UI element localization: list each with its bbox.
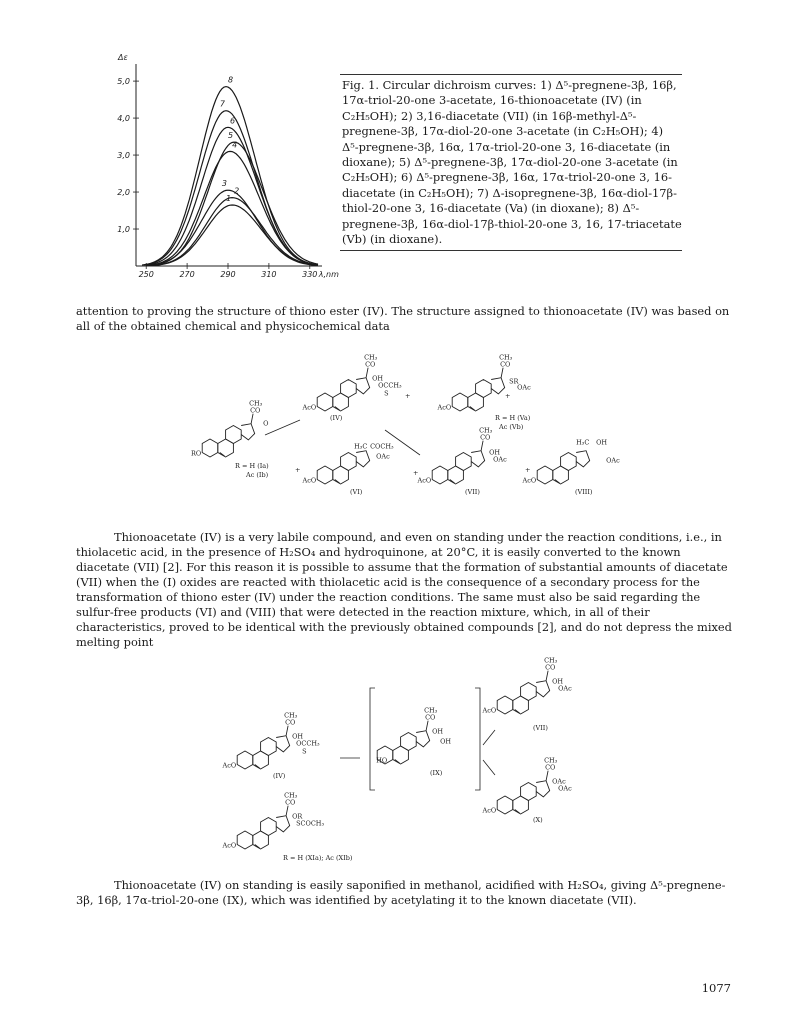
chem-label: CH₃ [544,656,558,665]
chem-label: R = H (Ia) [235,462,269,470]
chem-label: OH [440,737,452,746]
chem-label: (VII) [533,724,548,732]
chem-label: CO [285,798,296,807]
steroid-skeleton [432,451,484,484]
chem-label: (IX) [430,769,443,777]
chem-label: (VIII) [575,488,593,496]
figure-caption: Fig. 1. Circular dichroism curves: 1) Δ⁵-pregnene-3β, 16β, 17α-triol-20-one 3-acetate, 16-thionoacetate (IV) (in C₂H₅OH); 2) 3,16-diacetate (VII) (in 16β-methyl-Δ⁵-pregnene-3β, 17α-diol-20-one 3-acetate (in C₂H₅OH); 4) Δ⁵-pregnene-3β, 16α, 17α-triol-20-one 3, 16-diacetate (in dioxane); 5) Δ⁵-pregnene-3β, 17α-diol-20-one 3-acetate (in C₂H₅OH); 6) Δ⁵-pregnene-3β, 16α, 17α-triol-20-one 3, 16-diacetate (in C₂H₅OH); 7) Δ-isopregnene-3β, 16α-diol-17β-thiol-20-one 3, 16-diacetate (Va) (in dioxane); 8) Δ⁵-pregnene-3β, 16α-diol-17β-thiol-20-one 3, 16, 17-triacetate (Vb) (in dioxane). [340,74,682,251]
y-tick-label: 4,0 [117,114,130,124]
chem-label: (VI) [350,488,363,496]
steroid-skeleton [497,781,549,814]
ring-a [537,466,553,484]
chem-label: HO [376,756,388,765]
chem-label: AcO [482,706,497,715]
ring-a [202,439,218,457]
chem-label: AcO [437,403,452,412]
chem-label: OAc [558,684,572,693]
steroid-skeleton [202,424,254,457]
chem-label: R = H (XIa); Ac (XIb) [283,854,353,862]
ring-d [491,378,505,394]
ring-c [476,380,492,398]
chem-label: AcO [222,761,237,770]
bond [426,721,428,731]
ring-c [341,453,357,471]
curve-label-3: 3 [221,179,227,189]
ring-c [401,733,417,751]
bond [251,414,253,424]
ring-a [497,796,513,814]
chem-label: + [505,392,511,400]
curve-label-7: 7 [219,99,225,109]
ring-d [536,781,550,797]
chem-label: CH₃ [249,399,263,408]
chem-label: CH₃ [424,706,438,715]
chem-label: OAc [517,383,531,392]
chem-label: OR [292,812,303,821]
chem-label: CO [480,433,491,442]
chem-label: CO [545,763,556,772]
ring-d [356,451,370,467]
chem-label: AcO [222,841,237,850]
chem-label: + [295,466,301,474]
curve-label-5: 5 [228,131,234,141]
x-tick-label: 290 [220,270,236,279]
chem-label: OAc [493,455,507,464]
steroid-skeleton [237,816,289,849]
chem-label: OAc [376,452,390,461]
chem-label: (VII) [465,488,480,496]
chem-label: CO [500,360,511,369]
ring-c [261,738,277,756]
chem-label: OAc [558,784,572,793]
curve-label-2: 2 [234,186,240,196]
x-axis-label: λ,nm [318,270,339,279]
chem-label: + [525,466,531,474]
ring-d [241,424,255,440]
steroid-skeleton [497,681,549,714]
chem-label: (IV) [273,772,286,780]
chem-label: S [302,747,307,756]
chem-label: CO [250,406,261,415]
ring-d [276,736,290,752]
paragraph-3: Thionoacetate (IV) on standing is easily saponified in methanol, acidified with H₂SO₄, giving Δ⁵-pregnene-3β, 16β, 17α-triol-20-one (IX), which was identified by acetylating it to the known diacetate (VII). [76,878,726,907]
ring-a [237,831,253,849]
ring-c [226,426,242,444]
x-tick-label: 330 [302,270,318,279]
y-tick-label: 3,0 [117,151,130,161]
chem-label: CH₃ [544,756,558,765]
chem-label: AcO [302,403,317,412]
paragraph-2: Thionoacetate (IV) is a very labile compound, and even on standing under the reaction conditions, i.e., in thiolacetic acid, in the presence of H₂SO₄ and hydroquinone, at 20°C, it is easily converted to the known diacetate (VII) [2]. For this reason it is possible to assume that the formation of substantial amounts of diacetate (VII) when the (I) oxides are reacted with thiolacetic acid is the consequence of a secondary process for the transformation of thiono ester (IV) under the reaction conditions. The same must also be said regarding the sulfur-free products (VI) and (VIII) that were detected in the reaction mixture, which, in all of their characteristics, proved to be identical with the previously obtained compounds [2], and do not depress the mixed melting point [76,530,732,649]
chem-label: (X) [533,816,543,824]
chem-label: CO [425,713,436,722]
cd-curve-8 [142,87,318,265]
arrow [483,730,495,745]
chem-label: OH [596,438,608,447]
ring-c [261,818,277,836]
reaction-scheme-1 [150,340,670,520]
bond [481,441,483,451]
bond [546,671,548,681]
chem-label: OH [552,677,564,686]
ring-c [341,380,357,398]
ring-a [452,393,468,411]
chem-label: OH [432,727,444,736]
steroid-skeleton [452,378,504,411]
chem-label: OAc [606,456,620,465]
x-tick-label: 270 [179,270,195,279]
ring-c [561,453,577,471]
chem-label: H₃C [576,438,590,447]
curve-label-1: 1 [225,193,232,203]
ring-c [521,783,537,801]
chem-label: OCCH₃ [296,739,320,748]
ring-d [356,378,370,394]
chem-label: R = H (Va) [495,414,531,422]
chem-label: + [413,469,419,477]
chem-label: S [384,389,389,398]
ring-d [416,731,430,747]
y-axis-label: Δε [118,53,128,62]
chem-label: AcO [482,806,497,815]
ring-d [536,681,550,697]
arrow [483,760,495,775]
chem-label: (IV) [330,414,343,422]
chem-label: AcO [522,476,537,485]
cd-curve-2 [150,198,314,266]
chem-label: O [263,419,269,428]
bond [501,368,503,378]
ring-a [432,466,448,484]
steroid-skeleton [317,378,369,411]
x-tick-label: 250 [138,270,154,279]
bond [366,368,368,378]
chem-label: Ac (Ib) [246,471,269,479]
chem-label: OH [292,732,304,741]
chem-label: CH₃ [284,791,298,800]
y-tick-label: 2,0 [117,188,130,198]
chem-label: CO [285,718,296,727]
arrow [265,420,300,435]
chem-label: RO [190,449,202,458]
chem-label: SCOCH₃ [296,819,325,828]
chem-label: CH₃ [479,426,493,435]
chem-label: SR [509,377,519,386]
bond [286,726,288,736]
chem-label: CH₃ [499,353,513,362]
chem-label: CH₃ [364,353,378,362]
chem-label: OAc [552,777,566,786]
chem-label: AcO [302,476,317,485]
ring-a [317,466,333,484]
y-tick-label: 1,0 [117,225,130,235]
ring-a [317,393,333,411]
chem-label: CH₃ [284,711,298,720]
ring-d [471,451,485,467]
reaction-scheme-2 [222,656,585,865]
steroid-skeleton [317,451,369,484]
ring-c [456,453,472,471]
page-number: 1077 [701,981,731,995]
x-tick-label: 310 [261,270,277,279]
bond [286,806,288,816]
ring-a [237,751,253,769]
curve-label-4: 4 [232,140,238,150]
ring-d [576,451,590,467]
brackets [370,688,480,790]
chem-label: COCH₃ [370,442,394,451]
chem-label: H₃C [354,442,368,451]
chem-label: Ac (Vb) [499,423,524,431]
curve-label-6: 6 [230,116,236,126]
steroid-skeleton [537,451,589,484]
ring-d [276,816,290,832]
chem-label: CO [365,360,376,369]
chem-label: OH [489,448,501,457]
chem-label: CO [545,663,556,672]
ring-a [497,696,513,714]
curve-label-8: 8 [228,75,234,85]
bond [546,771,548,781]
steroid-skeleton [237,736,289,769]
chem-label: AcO [417,476,432,485]
cd-chart [100,40,340,290]
ring-c [521,683,537,701]
y-tick-label: 5,0 [117,77,130,87]
chem-label: OH [372,374,384,383]
chem-label: OCCH₃ [378,381,402,390]
chem-label: + [405,392,411,400]
paragraph-1: attention to proving the structure of thiono ester (IV). The structure assigned to thionoacetate (IV) was based on all of the obtained chemical and physicochemical data [76,304,730,333]
